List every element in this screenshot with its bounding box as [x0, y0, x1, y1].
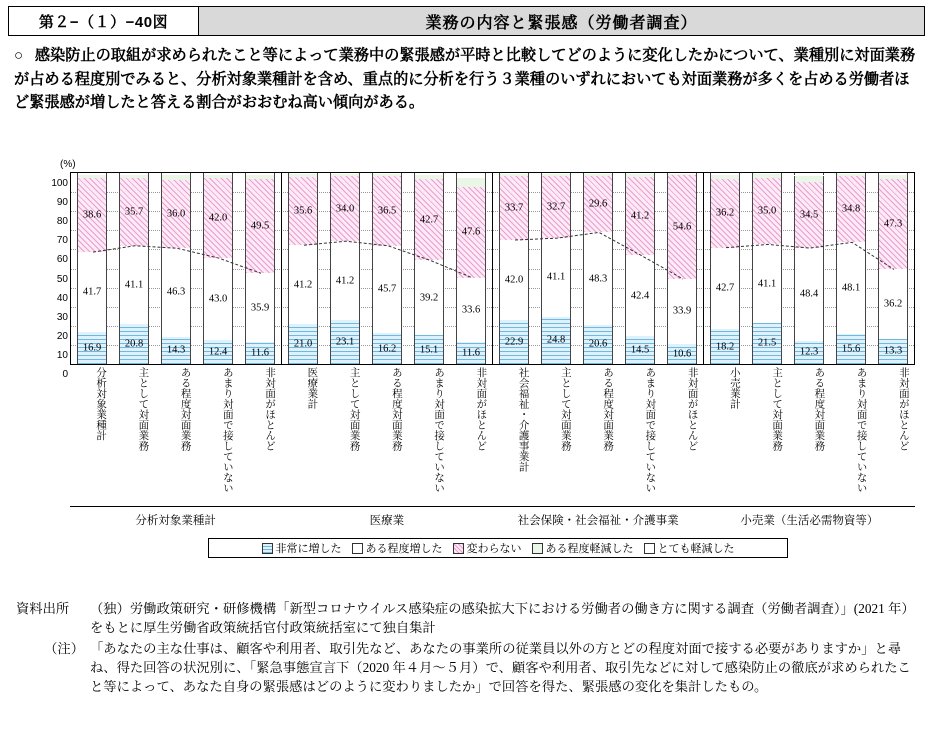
bar-value-label: 24.8: [546, 334, 566, 346]
bar-value-label: 47.6: [461, 226, 481, 238]
bar-segment: [710, 175, 740, 179]
bar-value-label: 48.3: [588, 273, 608, 285]
x-tick-label: 主として対面業務: [771, 367, 783, 451]
figure-header: [8, 6, 925, 36]
bar-slot[interactable]: [414, 173, 444, 364]
y-tick-label: 80: [56, 216, 68, 228]
bar-value-label: 33.6: [461, 304, 481, 316]
legend-swatch: [352, 543, 363, 554]
x-tick-label: ある程度対面業務: [602, 367, 614, 451]
bar-value-label: 21.0: [293, 338, 313, 350]
bar-value-label: 41.2: [293, 279, 313, 291]
stacked-bar[interactable]: [456, 173, 486, 364]
stacked-bar[interactable]: [667, 173, 697, 364]
stacked-bar[interactable]: [583, 173, 613, 364]
bar-value-label: 12.3: [799, 346, 819, 358]
bar-value-label: 35.9: [250, 302, 270, 314]
x-tick-label: 医療業計: [306, 367, 318, 409]
bar-value-label: 33.9: [672, 305, 692, 317]
x-tick-label: あまり対面で接していない: [644, 367, 656, 493]
stacked-bar[interactable]: [878, 173, 908, 364]
bar-slot[interactable]: [499, 173, 529, 364]
bar-group: [493, 173, 704, 364]
bar-value-label: 36.2: [883, 298, 903, 310]
x-tick-label: 主として対面業務: [137, 367, 149, 451]
bar-value-label: 43.0: [208, 293, 228, 305]
bar-value-label: 16.9: [82, 342, 102, 354]
bar-value-label: 23.1: [335, 336, 355, 348]
stacked-bar[interactable]: [288, 173, 318, 364]
bar-segment: [499, 173, 529, 174]
bar-group-inner: [704, 173, 914, 364]
bar-segment: [456, 173, 486, 178]
bar-slot[interactable]: [583, 173, 613, 364]
x-tick-label: ある程度対面業務: [813, 367, 825, 451]
bar-segment: [878, 173, 908, 175]
bar-segment: [161, 173, 191, 175]
x-label-group: [493, 367, 704, 507]
bar-slot[interactable]: [794, 173, 824, 364]
x-tick-label: 主として対面業務: [348, 367, 360, 451]
bar-group: [282, 173, 493, 364]
legend-label: 非常に増した: [275, 543, 342, 555]
bar-value-label: 33.7: [504, 202, 524, 214]
y-tick-label: 0: [62, 369, 68, 380]
group-caption: 医療業: [369, 515, 405, 527]
legend-swatch: [532, 543, 543, 554]
bar-value-label: 41.1: [124, 279, 144, 291]
bar-segment: [541, 174, 571, 176]
bar-value-label: 18.2: [715, 341, 735, 353]
y-tick-label: 70: [56, 235, 68, 247]
y-tick-label: 100: [51, 178, 68, 189]
bar-segment: [245, 175, 275, 179]
bar-value-label: 42.7: [715, 282, 735, 294]
bar-segment: [583, 173, 613, 174]
group-axis-line: [70, 506, 915, 507]
legend-label: ある程度増した: [365, 543, 443, 555]
bar-value-label: 13.3: [883, 345, 903, 357]
bar-segment: [456, 178, 486, 187]
bar-value-label: 20.8: [124, 338, 144, 350]
bar-segment: [161, 175, 191, 180]
bar-value-label: 36.5: [377, 205, 397, 217]
bar-slot[interactable]: [245, 173, 275, 364]
note-row: [16, 640, 921, 697]
bar-value-label: 32.7: [546, 201, 566, 213]
bar-value-label: 15.1: [419, 344, 439, 356]
bar-value-label: 42.7: [419, 214, 439, 225]
bar-value-label: 16.2: [377, 343, 397, 355]
bar-slot[interactable]: [77, 173, 107, 364]
bar-groups: [71, 173, 914, 364]
stacked-bar[interactable]: [161, 173, 191, 364]
stacked-bar[interactable]: [541, 173, 571, 364]
bar-value-label: 15.6: [841, 343, 861, 355]
stacked-bar[interactable]: [836, 173, 866, 364]
bar-value-label: 46.3: [166, 286, 186, 298]
bar-value-label: 12.4: [208, 346, 228, 358]
x-tick-label: 非対面がほとんど: [897, 367, 909, 451]
bar-segment: [667, 174, 697, 175]
y-tick-label: 20: [56, 330, 68, 342]
x-tick-label: 小売業計: [728, 367, 740, 409]
y-tick-label: 30: [56, 311, 68, 323]
note-label: （注）: [44, 640, 84, 656]
bar-value-label: 48.1: [841, 282, 861, 294]
bar-segment: [119, 175, 149, 178]
bar-segment: [583, 174, 613, 176]
stacked-bar[interactable]: [794, 173, 824, 364]
stacked-bar[interactable]: [203, 173, 233, 364]
bar-slot[interactable]: [119, 173, 149, 364]
axis-unit-label: (%): [60, 159, 76, 170]
bar-group: [704, 173, 914, 364]
group-caption: 社会保険・社会福祉・介護事業: [517, 515, 679, 527]
bullet-marker: ○: [14, 48, 24, 64]
bar-value-label: 11.6: [462, 347, 480, 359]
y-axis-labels: [38, 172, 68, 380]
x-tick-label: あまり対面で接していない: [433, 367, 445, 493]
bar-segment: [372, 173, 402, 174]
legend-swatch: [644, 543, 655, 554]
bar-segment: [541, 173, 571, 174]
x-tick-label: あまり対面で接していない: [221, 367, 233, 493]
bar-value-label: 34.0: [335, 203, 355, 215]
y-tick-label: 90: [56, 197, 68, 209]
chart-legend: [208, 538, 788, 558]
bar-value-label: 41.2: [335, 275, 355, 287]
legend-item: [644, 540, 735, 556]
x-tick-label: ある程度対面業務: [179, 367, 191, 451]
source-row: [16, 600, 921, 638]
bar-slot[interactable]: [667, 173, 697, 364]
bar-value-label: 42.4: [630, 290, 650, 302]
legend-item: [453, 540, 522, 556]
stacked-bar[interactable]: [245, 173, 275, 364]
bar-segment: [794, 176, 824, 183]
bar-value-label: 34.5: [799, 209, 819, 221]
legend-label: 変わらない: [466, 543, 522, 555]
bar-slot[interactable]: [710, 173, 740, 364]
bar-value-label: 10.6: [672, 348, 692, 360]
bar-group-inner: [71, 173, 281, 364]
y-tick-label: 60: [56, 254, 68, 266]
bar-value-label: 42.0: [504, 274, 524, 286]
legend-item: [532, 540, 634, 556]
bar-value-label: 20.6: [588, 338, 608, 350]
stacked-bar[interactable]: [414, 173, 444, 364]
note-text: 「あなたの主な仕事は、顧客や利用者、取引先など、あなたの事業所の従業員以外の方とどの程度対面で接する必要がありますか」と尋ね、得た回答の状況別に、「緊急事態宣言下（2020 年４月～５月）で、顧客や利用者、取引先などに対して感染防止の徹底が求められたこと等によって、あなた自身の緊張感はどのように変わりましたか」で回答を得た、緊張感の変化を集計したもの。: [90, 640, 911, 694]
source-label: 資料出所: [16, 601, 70, 616]
bar-value-label: 36.0: [166, 208, 186, 220]
bar-value-label: 45.7: [377, 283, 397, 295]
bar-value-label: 48.4: [799, 288, 819, 300]
bar-slot[interactable]: [288, 173, 318, 364]
bar-segment: [119, 173, 149, 175]
bar-value-label: 36.2: [715, 207, 735, 219]
bar-value-label: 41.7: [82, 286, 102, 298]
bar-segment: [414, 173, 444, 175]
bar-segment: [77, 173, 107, 175]
bar-value-label: 49.5: [250, 220, 270, 232]
bar-value-label: 11.6: [251, 347, 269, 359]
bar-segment: [878, 175, 908, 179]
x-tick-label: 非対面がほとんど: [264, 367, 276, 451]
x-tick-label: 分析対象業種計: [95, 367, 107, 441]
x-label-group: [70, 367, 281, 507]
bar-value-label: 54.6: [672, 221, 692, 233]
x-tick-label: 非対面がほとんど: [686, 367, 698, 451]
x-axis-labels: [70, 367, 915, 507]
bar-value-label: 38.6: [82, 209, 102, 221]
bar-value-label: 14.3: [166, 344, 186, 356]
bar-value-label: 34.8: [841, 203, 861, 215]
legend-swatch: [453, 543, 464, 554]
bar-slot[interactable]: [541, 173, 571, 364]
bar-slot[interactable]: [878, 173, 908, 364]
bar-value-label: 47.3: [883, 218, 903, 230]
bar-segment: [288, 173, 318, 174]
bar-value-label: 21.5: [757, 337, 777, 349]
bar-value-label: 41.1: [546, 271, 566, 283]
bar-slot[interactable]: [836, 173, 866, 364]
bar-segment: [625, 174, 655, 177]
bar-group-inner: [493, 173, 703, 364]
bar-value-label: 14.5: [630, 344, 650, 356]
bar-value-label: 42.0: [208, 212, 228, 224]
source-text: （独）労働政策研究・研修機構「新型コロナウイルス感染症の感染拡大下における労働者の働き方に関する調査（労働者調査）」(2021 年）をもとに厚生労働省政策統括官付政策統括室にて独自集計: [90, 601, 915, 635]
stacked-bar[interactable]: [752, 173, 782, 364]
bar-segment: [203, 175, 233, 178]
legend-swatch: [262, 543, 273, 554]
bar-segment: [330, 173, 360, 174]
legend-label: とても軽減した: [657, 543, 735, 555]
x-tick-label: あまり対面で接していない: [855, 367, 867, 493]
bar-segment: [752, 173, 782, 174]
bar-group: [71, 173, 282, 364]
bar-value-label: 35.0: [757, 205, 777, 217]
y-tick-label: 10: [56, 349, 68, 361]
figure-number: 第２−（１）−40図: [9, 7, 199, 35]
bar-slot[interactable]: [752, 173, 782, 364]
stacked-bar[interactable]: [77, 173, 107, 364]
stacked-bar[interactable]: [710, 173, 740, 364]
bar-segment: [667, 173, 697, 174]
bar-slot[interactable]: [203, 173, 233, 364]
stacked-bar[interactable]: [499, 173, 529, 364]
bar-value-label: 41.1: [757, 278, 777, 290]
plot-area: [70, 172, 915, 365]
stacked-bar[interactable]: [625, 173, 655, 364]
group-caption: 小売業（生活必需物資等）: [740, 515, 879, 527]
x-tick-label: 社会福祉・介護事業計: [517, 367, 529, 472]
bar-value-label: 39.2: [419, 292, 439, 304]
bar-slot[interactable]: [625, 173, 655, 364]
bar-slot[interactable]: [456, 173, 486, 364]
bar-segment: [794, 173, 824, 175]
bar-segment: [710, 173, 740, 175]
lead-paragraph: [14, 44, 919, 114]
bar-value-label: 22.9: [504, 336, 524, 348]
bar-value-label: 29.6: [588, 198, 608, 210]
bar-segment: [245, 173, 275, 175]
notes-block: [16, 600, 921, 697]
legend-item: [262, 540, 342, 556]
bar-slot[interactable]: [372, 173, 402, 364]
x-tick-label: ある程度対面業務: [390, 367, 402, 451]
bar-segment: [203, 173, 233, 175]
stacked-bar[interactable]: [119, 173, 149, 364]
group-caption: 分析対象業種計: [135, 515, 216, 527]
bar-segment: [836, 174, 866, 176]
x-label-group: [281, 367, 492, 507]
x-label-group: [704, 367, 915, 507]
figure-title: 業務の内容と緊張感（労働者調査）: [199, 7, 924, 35]
lead-text: 感染防止の取組が求められたこと等によって業務中の緊張感が平時と比較してどのように変化したかについて、業種別に対面業務が占める程度別でみると、分析対象業種計を含め、重点的に分析を行う３業種のいずれにおいても対面業務が多くを占める労働者ほど緊張感が増したと答える割合がおおむね高い傾向がある。: [14, 47, 916, 111]
y-tick-label: 40: [56, 292, 68, 304]
bar-slot[interactable]: [161, 173, 191, 364]
bar-segment: [372, 174, 402, 176]
bar-segment: [414, 175, 444, 179]
y-tick-label: 50: [56, 273, 68, 285]
bar-value-label: 35.7: [124, 206, 144, 218]
chart: [18, 160, 918, 578]
stacked-bar[interactable]: [372, 173, 402, 364]
bar-segment: [288, 174, 318, 177]
x-tick-label: 非対面がほとんど: [475, 367, 487, 451]
bar-segment: [330, 174, 360, 176]
bar-segment: [625, 173, 655, 174]
bar-group-inner: [282, 173, 492, 364]
bar-value-label: 35.6: [293, 205, 313, 217]
bar-slot[interactable]: [330, 173, 360, 364]
bar-segment: [499, 174, 529, 176]
group-captions: [70, 512, 915, 532]
stacked-bar[interactable]: [330, 173, 360, 364]
legend-label: ある程度軽減した: [545, 543, 634, 555]
bar-segment: [77, 175, 107, 178]
legend-item: [352, 540, 443, 556]
bar-segment: [752, 174, 782, 177]
x-tick-label: 主として対面業務: [559, 367, 571, 451]
bar-segment: [836, 173, 866, 174]
bar-value-label: 41.2: [630, 210, 650, 222]
